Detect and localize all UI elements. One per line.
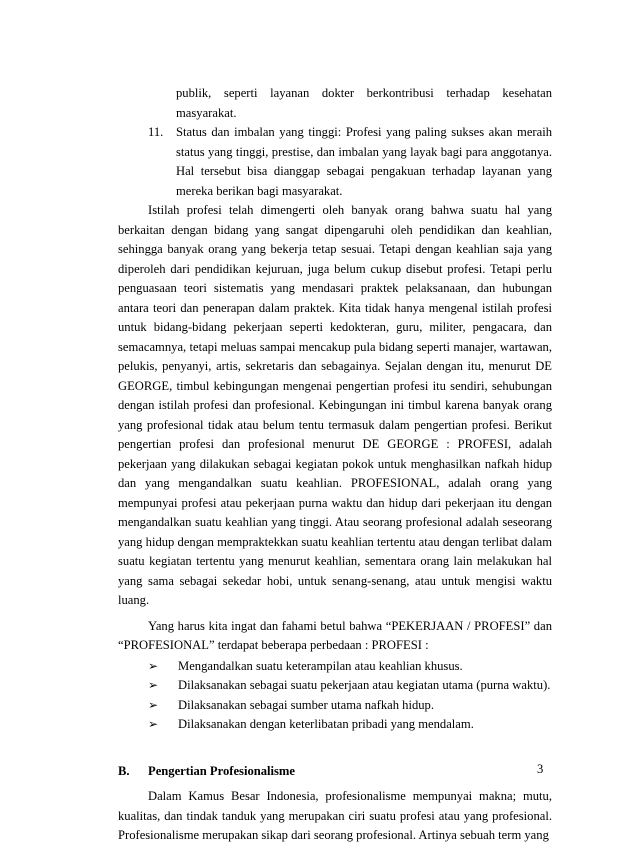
list-item-11 bbox=[118, 123, 552, 201]
arrow-bullet-icon: ➢ bbox=[148, 697, 159, 712]
bullet-list bbox=[118, 657, 552, 735]
list-item-10-continuation bbox=[118, 84, 552, 123]
bullet-item bbox=[118, 696, 552, 716]
arrow-bullet-icon: ➢ bbox=[148, 658, 159, 673]
bullet-text: Dilaksanakan sebagai suatu pekerjaan atau kegiatan utama (purna waktu). bbox=[178, 678, 551, 692]
arrow-bullet-icon: ➢ bbox=[148, 678, 159, 692]
bullet-text: Dilaksanakan dengan keterlibatan pribadi yang mendalam. bbox=[178, 717, 474, 731]
arrow-bullet-icon: ➢ bbox=[148, 717, 159, 731]
paragraph-perbedaan: Yang harus kita ingat dan fahami betul bahwa “PEKERJAAN / PROFESI” dan “PROFESIONAL” terdapat beberapa perbedaan : PROFESI : bbox=[118, 618, 552, 652]
page-number: 3 bbox=[537, 762, 544, 776]
list-item-text: Status dan imbalan yang tinggi: Profesi yang paling sukses akan meraih status yang tinggi, prestise, dan imbalan yang layak bagi para anggotanya. Hal tersebut bisa dianggap sebagai pengakuan terhadap layanan yang mereka berikan bagi masyarakat. bbox=[176, 125, 552, 198]
list-item-text: publik, seperti layanan dokter berkontribusi terhadap kesehatan masyarakat. bbox=[176, 86, 552, 120]
bullet-text: Dilaksanakan sebagai sumber utama nafkah hidup. bbox=[178, 697, 434, 712]
section-letter: B. bbox=[118, 763, 130, 778]
section-title: Pengertian Profesionalisme bbox=[148, 763, 296, 778]
bullet-text: Mengandalkan suatu keterampilan atau keahlian khusus. bbox=[178, 658, 463, 673]
paragraph-profesionalisme: Dalam Kamus Besar Indonesia, profesionalisme mempunyai makna; mutu, kualitas, dan tindak tanduk yang merupakan ciri suatu profesi atau yang profesional. Profesionalisme merupakan sikap dari seorang profesional. Artinya sebuah term yang bbox=[118, 789, 552, 842]
paragraph-definition-profesi: Istilah profesi telah dimengerti oleh banyak orang bahwa suatu hal yang berkaitan dengan bidang yang sangat dipengaruhi oleh pendidikan dan keahlian, sehingga banyak orang yang bekerja tetap sesuai. Tetapi dengan keahlian saja yang diperoleh dari pendidikan kejuruan, juga belum cukup disebut profesi. Tetapi perlu penguasaan teori sistematis yang mendasari praktek pelaksanaan, dan hubungan antara teori dan penerapan dalam praktek. Kita tidak hanya mengenal istilah profesi untuk bidang-bidang pekerjaan seperti kedokteran, guru, militer, pengacara, dan semacamnya, tetapi meluas sampai mencakup pula bidang seperti manajer, wartawan, pelukis, penyanyi, artis, sekretaris dan sebagainya. Sejalan dengan itu, menurut DE GEORGE, timbul kebingungan mengenai pengertian profesi itu sendiri, sehubungan dengan istilah profesi dan profesional. Kebingungan ini timbul karena banyak orang yang profesional tidak atau belum tentu termasuk dalam pengertian profesi. Berikut pengertian profesi dan profesional menurut DE GEORGE : PROFESI, adalah pekerjaan yang dilakukan sebagai kegiatan pokok untuk menghasilkan nafkah hidup dan yang mengandalkan suatu keahlian. PROFESIONAL, adalah orang yang mempunyai profesi atau pekerjaan purna waktu dan hidup dari pekerjaan itu dengan mengandalkan suatu keahlian yang tinggi. Atau seorang profesional adalah seseorang yang hidup dengan mempraktekkan suatu keahlian tertentu atau dengan terlibat dalam suatu kegiatan tertentu yang menurut keahlian, sementara orang lain melakukan hal yang sama sebagai sekedar hobi, untuk senang-senang, atau untuk mengisi waktu luang. bbox=[118, 203, 552, 607]
document-page bbox=[118, 84, 552, 846]
section-heading bbox=[118, 762, 552, 782]
bullet-item bbox=[118, 715, 552, 735]
list-item-number: 11. bbox=[148, 125, 164, 139]
bullet-item bbox=[118, 676, 552, 696]
bullet-item bbox=[118, 657, 552, 677]
